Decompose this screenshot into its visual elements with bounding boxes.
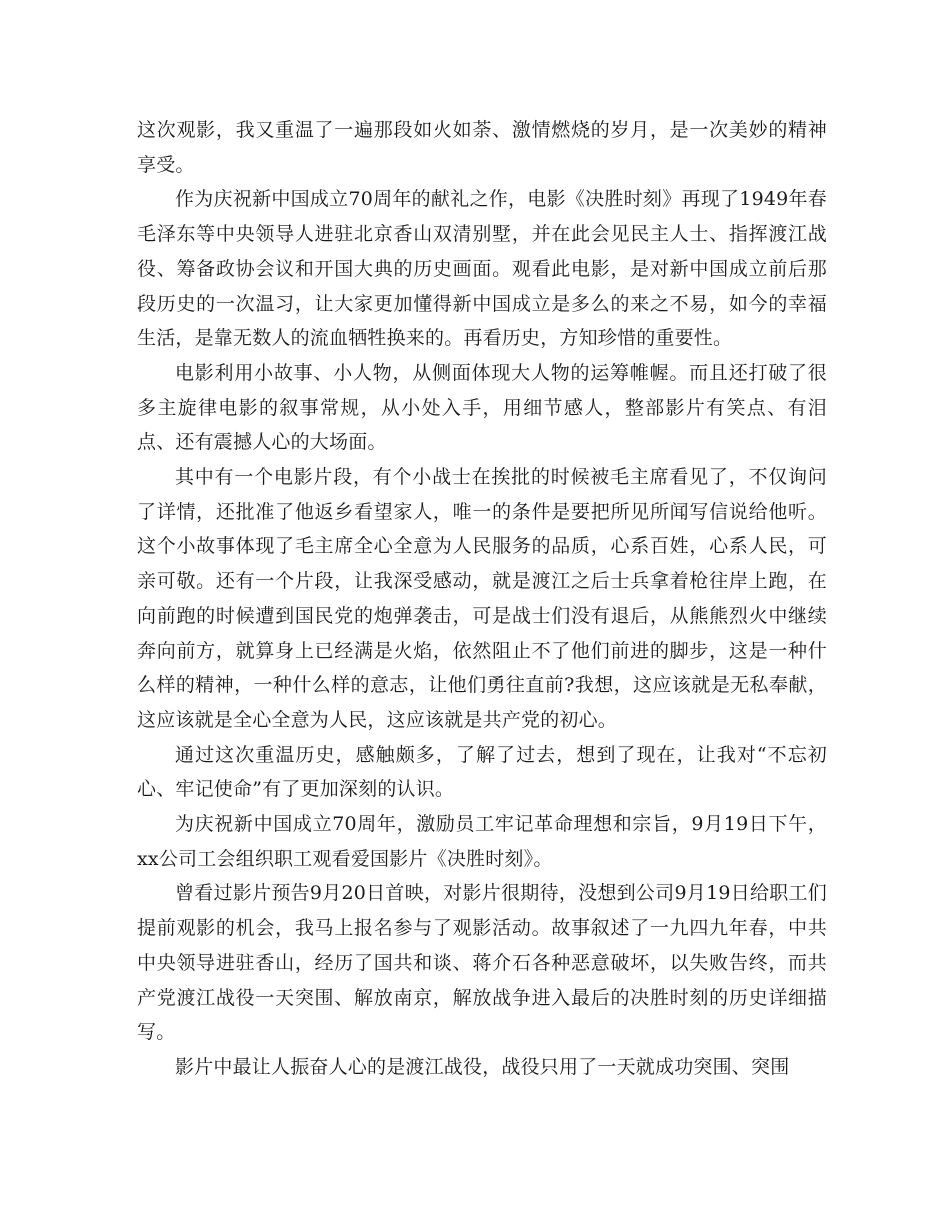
paragraph-4: 其中有一个电影片段，有个小战士在挨批的时候被毛主席看见了，不仅询问了详情，还批准了他返乡看望家人，唯一的条件是要把所见所闻写信说给他听。这个小故事体现了毛主席全心全意为人民服务的品质，心系百姓，心系人民，可亲可敬。还有一个片段，让我深受感动，就是渡江之后士兵拿着枪往岸上跑，在向前跑的时候遭到国民党的炮弹袭击，可是战士们没有退后，从熊熊烈火中继续奔向前方，就算身上已经满是火焰，依然阻止不了他们前进的脚步，这是一种什么样的精神，一种什么样的意志，让他们勇往直前?我想，这应该就是无私奉献，这应该就是全心全意为人民，这应该就是共产党的初心。 (137, 466, 827, 731)
paragraph-7: 曾看过影片预告9月20日首映，对影片很期待，没想到公司9月19日给职工们提前观影的机会，我马上报名参与了观影活动。故事叙述了一九四九年春，中共中央领导进驻香山，经历了国共和谈、蒋介石各种恶意破坏，以失败告终，而共产党渡江战役一天突围、解放南京，解放战争进入最后的决胜时刻的历史详细描写。 (137, 882, 827, 1044)
document-body (137, 113, 827, 1085)
paragraph-2: 作为庆祝新中国成立70周年的献礼之作，电影《决胜时刻》再现了1949年春毛泽东等中央领导人进驻北京香山双清别墅，并在此会见民主人士、指挥渡江战役、筹备政协会议和开国大典的历史画面。观看此电影，是对新中国成立前后那段历史的一次温习，让大家更加懂得新中国成立是多么的来之不易，如今的幸福生活，是靠无数人的流血牺牲换来的。再看历史，方知珍惜的重要性。 (137, 188, 827, 350)
paragraph-3: 电影利用小故事、小人物，从侧面体现大人物的运筹帷幄。而且还打破了很多主旋律电影的叙事常规，从小处入手，用细节感人，整部影片有笑点、有泪点、还有震撼人心的大场面。 (137, 361, 827, 454)
paragraph-8: 影片中最让人振奋人心的是渡江战役，战役只用了一天就成功突围、突围 (175, 1055, 790, 1078)
paragraph-5: 通过这次重温历史，感触颇多，了解了过去，想到了现在，让我对“不忘初心、牢记使命”有了更加深刻的认识。 (137, 743, 827, 801)
paragraph-1: 这次观影，我又重温了一遍那段如火如荼、激情燃烧的岁月，是一次美妙的精神享受。 (137, 119, 827, 176)
paragraph-6: 为庆祝新中国成立70周年，激励员工牢记革命理想和宗旨，9月19日下午，xx公司工会组织职工观看爱国影片《决胜时刻》。 (137, 813, 827, 870)
